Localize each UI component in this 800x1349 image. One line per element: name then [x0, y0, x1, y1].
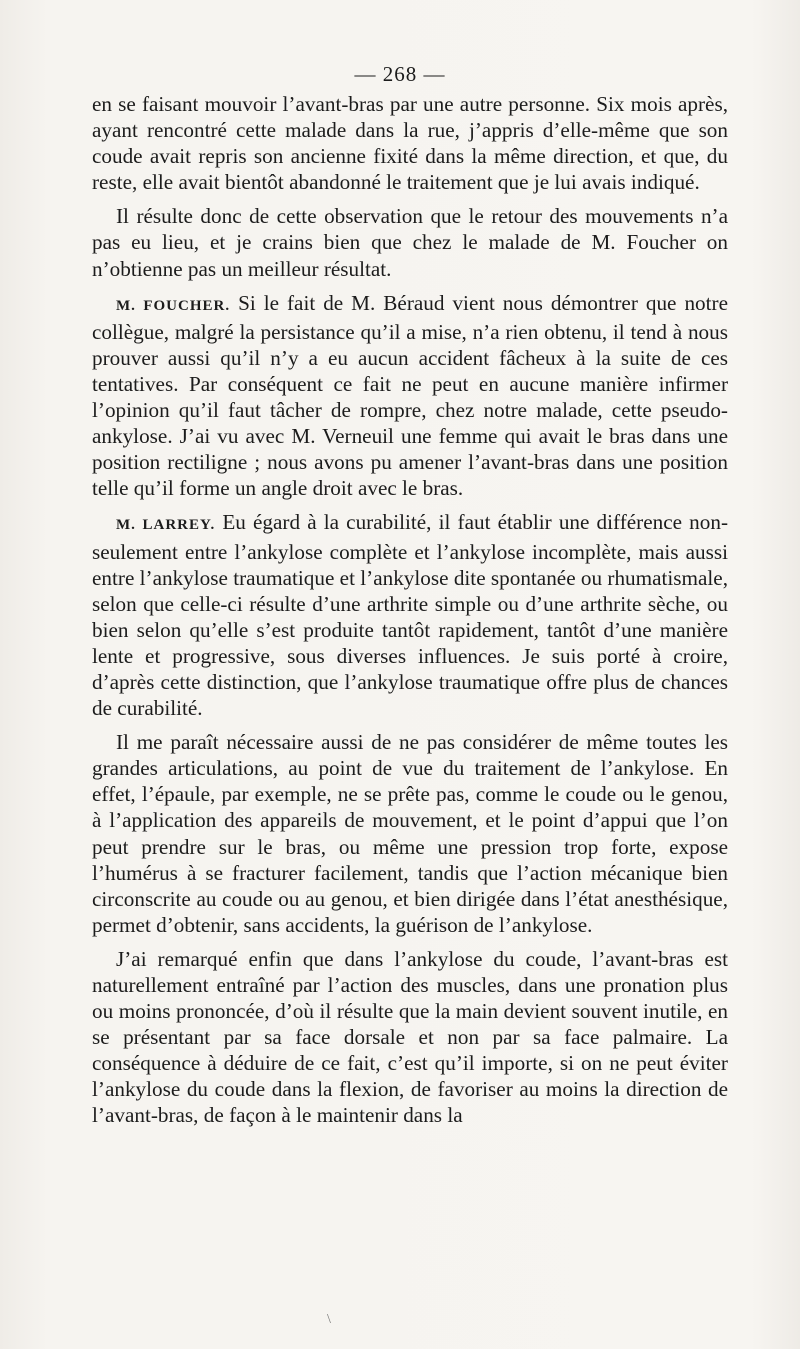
- paragraph-3: [92, 290, 728, 502]
- page-number: — 268 —: [354, 62, 446, 86]
- paragraph-6: [92, 946, 728, 1129]
- paragraph-1: [92, 91, 728, 195]
- paragraph-6-text: J’ai remarqué enfin que dans l’ankylose du coude, l’avant-bras est naturellement entraîné par l’action des muscles, dans une pronation plus ou moins prononcée, d’où il résulte que la main devient souvent inutile, en se présentant par sa face dorsale et non par sa face palmaire. La conséquence à déduire de ce fait, c’est qu’il importe, si on ne peut éviter l’ankylose du coude dans la flexion, de favoriser au moins la direction de l’avant-bras, de façon à le maintenir dans la: [92, 946, 728, 1128]
- body-text: [92, 91, 728, 1137]
- stray-mark: \: [327, 1312, 331, 1327]
- paragraph-5-text: Il me paraît nécessaire aussi de ne pas considérer de même toutes les grandes articulations, au point de vue du traitement de l’ankylose. En effet, l’épaule, par exemple, ne se prête pas, comme le coude ou le genou, à l’application des appareils de mouvement, et le point d’appui que l’on peut prendre sur le bras, ou même une pression trop forte, expose l’humérus à se fracturer facilement, tandis que l’action mécanique bien circonscrite au coude ou au genou, et bien dirigée dans l’état anesthésique, permet d’obtenir, sans accidents, la guérison de l’ankylose.: [92, 730, 728, 937]
- paragraph-2: [92, 203, 728, 281]
- paragraph-2-text: Il résulte donc de cette observation que le retour des mouvements n’a pas eu lieu, et je crains bien que chez le malade de M. Foucher on n’obtienne pas un meilleur résultat.: [92, 204, 728, 281]
- paragraph-4: [92, 509, 728, 721]
- paragraph-4-text: Eu égard à la curabilité, il faut établir une différence non-seulement entre l’ankylose complète et l’ankylose incomplète, mais aussi entre l’ankylose traumatique et l’ankylose dite spontanée ou rhumatismale, selon que celle-ci résulte d’une arthrite simple ou d’une arthrite sèche, ou bien selon qu’elle s’est produite tantôt rapidement, tantôt d’une manière lente et progressive, sous diverses influences. Je suis porté à croire, d’après cette distinction, que l’ankylose traumatique offre plus de chances de curabilité.: [92, 510, 729, 721]
- paragraph-5: [92, 729, 728, 938]
- paragraph-3-text: Si le fait de M. Béraud vient nous démontrer que notre collègue, malgré la persistance qu’il a mise, n’a rien obtenu, il tend à nous prouver aussi qu’il n’y a eu aucun accident fâcheux à la suite de ces tentatives. Par conséquent ce fait ne peut en aucune manière infirmer l’opinion qu’il faut tâcher de rompre, chez notre malade, cette pseudo-ankylose. J’ai vu avec M. Verneuil une femme qui avait le bras dans une position rectiligne ; nous avons pu amener l’avant-bras dans une position telle qu’il forme un angle droit avec le bras.: [92, 290, 728, 501]
- speaker-larrey: M. LARREY.: [116, 517, 216, 534]
- speaker-foucher: M. FOUCHER.: [116, 297, 231, 314]
- paragraph-1-text: en se faisant mouvoir l’avant-bras par une autre personne. Six mois après, ayant rencontré cette malade dans la rue, j’appris d’elle-même que son coude avait repris son ancienne fixité dans la même direction, et que, du reste, elle avait bientôt abandonné le traitement que je lui avais indiqué.: [92, 92, 728, 195]
